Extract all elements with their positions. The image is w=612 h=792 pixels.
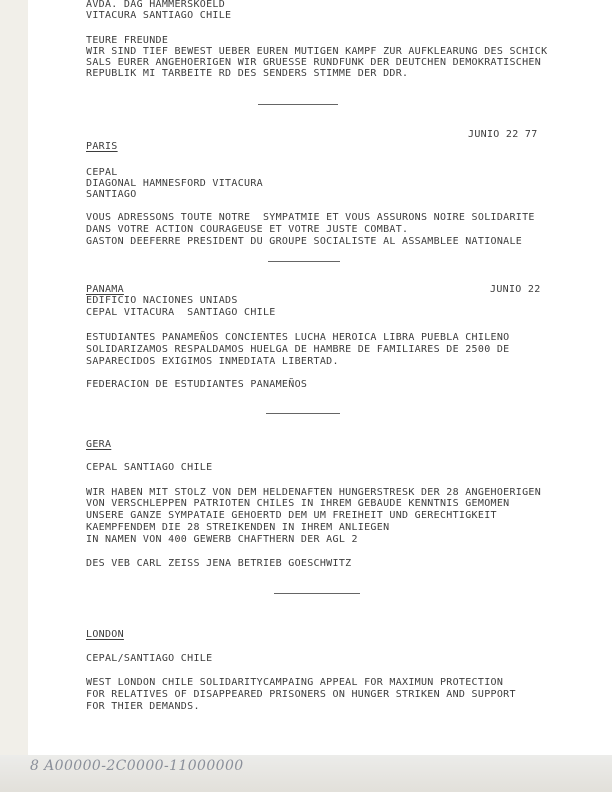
paris-address-line: CEPAL bbox=[86, 167, 118, 178]
section-separator bbox=[258, 104, 338, 105]
london-message-line: FOR RELATIVES OF DISAPPEARED PRISONERS ON HUNGER STRIKEN AND SUPPORT bbox=[86, 689, 516, 700]
gera-message-line: VON VERSCHLEPPEN PATRIOTEN CHILES IN IHREM GEBAUDE KENNTNIS GEMOMEN bbox=[86, 498, 510, 509]
london-message-line: WEST LONDON CHILE SOLIDARITYCAMPAING APPEAL FOR MAXIMUN PROTECTION bbox=[86, 677, 504, 688]
header-address-line: AVDA. DAG HAMMERSKOELD bbox=[86, 0, 226, 10]
handwritten-archive-number: 8 A00000-2C0000-11000000 bbox=[30, 758, 244, 774]
panama-signature: FEDERACION DE ESTUDIANTES PANAMEÑOS bbox=[86, 379, 308, 390]
section-separator bbox=[268, 261, 340, 262]
paris-date: JUNIO 22 77 bbox=[468, 129, 538, 140]
gera-message-line: KAEMPFENDEM DIE 28 STREIKENDEN IN IHREM ANLIEGEN bbox=[86, 522, 390, 533]
gera-address: CEPAL SANTIAGO CHILE bbox=[86, 462, 213, 473]
section-separator bbox=[274, 593, 360, 594]
paris-message-line: DANS VOTRE ACTION COURAGEUSE ET VOTRE JUSTE COMBAT. bbox=[86, 224, 409, 235]
gera-city-heading: GERA bbox=[86, 439, 112, 450]
header-address-line: VITACURA SANTIAGO CHILE bbox=[86, 10, 232, 21]
greeting-line: TEURE FREUNDE bbox=[86, 35, 169, 46]
panama-date: JUNIO 22 bbox=[490, 284, 541, 295]
panama-address-line: EDIFICIO NACIONES UNIADS bbox=[86, 295, 238, 306]
gera-message-line: UNSERE GANZE SYMPATAIE GEHOERTD DEM UM FREIHEIT UND GERECHTIGKEIT bbox=[86, 510, 497, 521]
gera-signature: DES VEB CARL ZEISS JENA BETRIEB GOESCHWITZ bbox=[86, 558, 352, 569]
paris-message-line: VOUS ADRESSONS TOUTE NOTRE SYMPATMIE ET VOUS ASSURONS NOIRE SOLIDARITE bbox=[86, 212, 535, 223]
panama-message-line: SOLIDARIZAMOS RESPALDAMOS HUELGA DE HAMBRE DE FAMILIARES DE 2500 DE bbox=[86, 344, 510, 355]
london-address: CEPAL/SANTIAGO CHILE bbox=[86, 653, 213, 664]
paris-address-line: DIAGONAL HAMNESFORD VITACURA bbox=[86, 178, 263, 189]
panama-address-line: CEPAL VITACURA SANTIAGO CHILE bbox=[86, 307, 276, 318]
panama-message-line: SAPARECIDOS EXIGIMOS INMEDIATA LIBERTAD. bbox=[86, 356, 339, 367]
paris-address-line: SANTIAGO bbox=[86, 189, 137, 200]
panama-city-heading: PANAMA bbox=[86, 284, 124, 295]
message-line: REPUBLIK MI TARBEITE RD DES SENDERS STIMME DER DDR. bbox=[86, 68, 409, 79]
document-page bbox=[28, 0, 612, 792]
message-line: WIR SIND TIEF BEWEST UEBER EUREN MUTIGEN KAMPF ZUR AUFKLEARUNG DES SCHICK bbox=[86, 46, 548, 57]
london-city-heading: LONDON bbox=[86, 629, 124, 640]
panama-message-line: ESTUDIANTES PANAMEÑOS CONCIENTES LUCHA HEROICA LIBRA PUEBLA CHILENO bbox=[86, 332, 510, 343]
message-line: SALS EURER ANGEHOERIGEN WIR GRUESSE RUNDFUNK DER DEUTCHEN DEMOKRATISCHEN bbox=[86, 57, 542, 68]
section-separator bbox=[266, 413, 340, 414]
paris-message-line: GASTON DEEFERRE PRESIDENT DU GROUPE SOCIALISTE AL ASSAMBLEE NATIONALE bbox=[86, 236, 523, 247]
london-message-line: FOR THIER DEMANDS. bbox=[86, 701, 200, 712]
paris-city-heading: PARIS bbox=[86, 141, 118, 152]
gera-message-line: IN NAMEN VON 400 GEWERB CHAFTHERN DER AGL 2 bbox=[86, 534, 358, 545]
gera-message-line: WIR HABEN MIT STOLZ VON DEM HELDENAFTEN HUNGERSTRESK DER 28 ANGEHOERIGEN bbox=[86, 487, 542, 498]
